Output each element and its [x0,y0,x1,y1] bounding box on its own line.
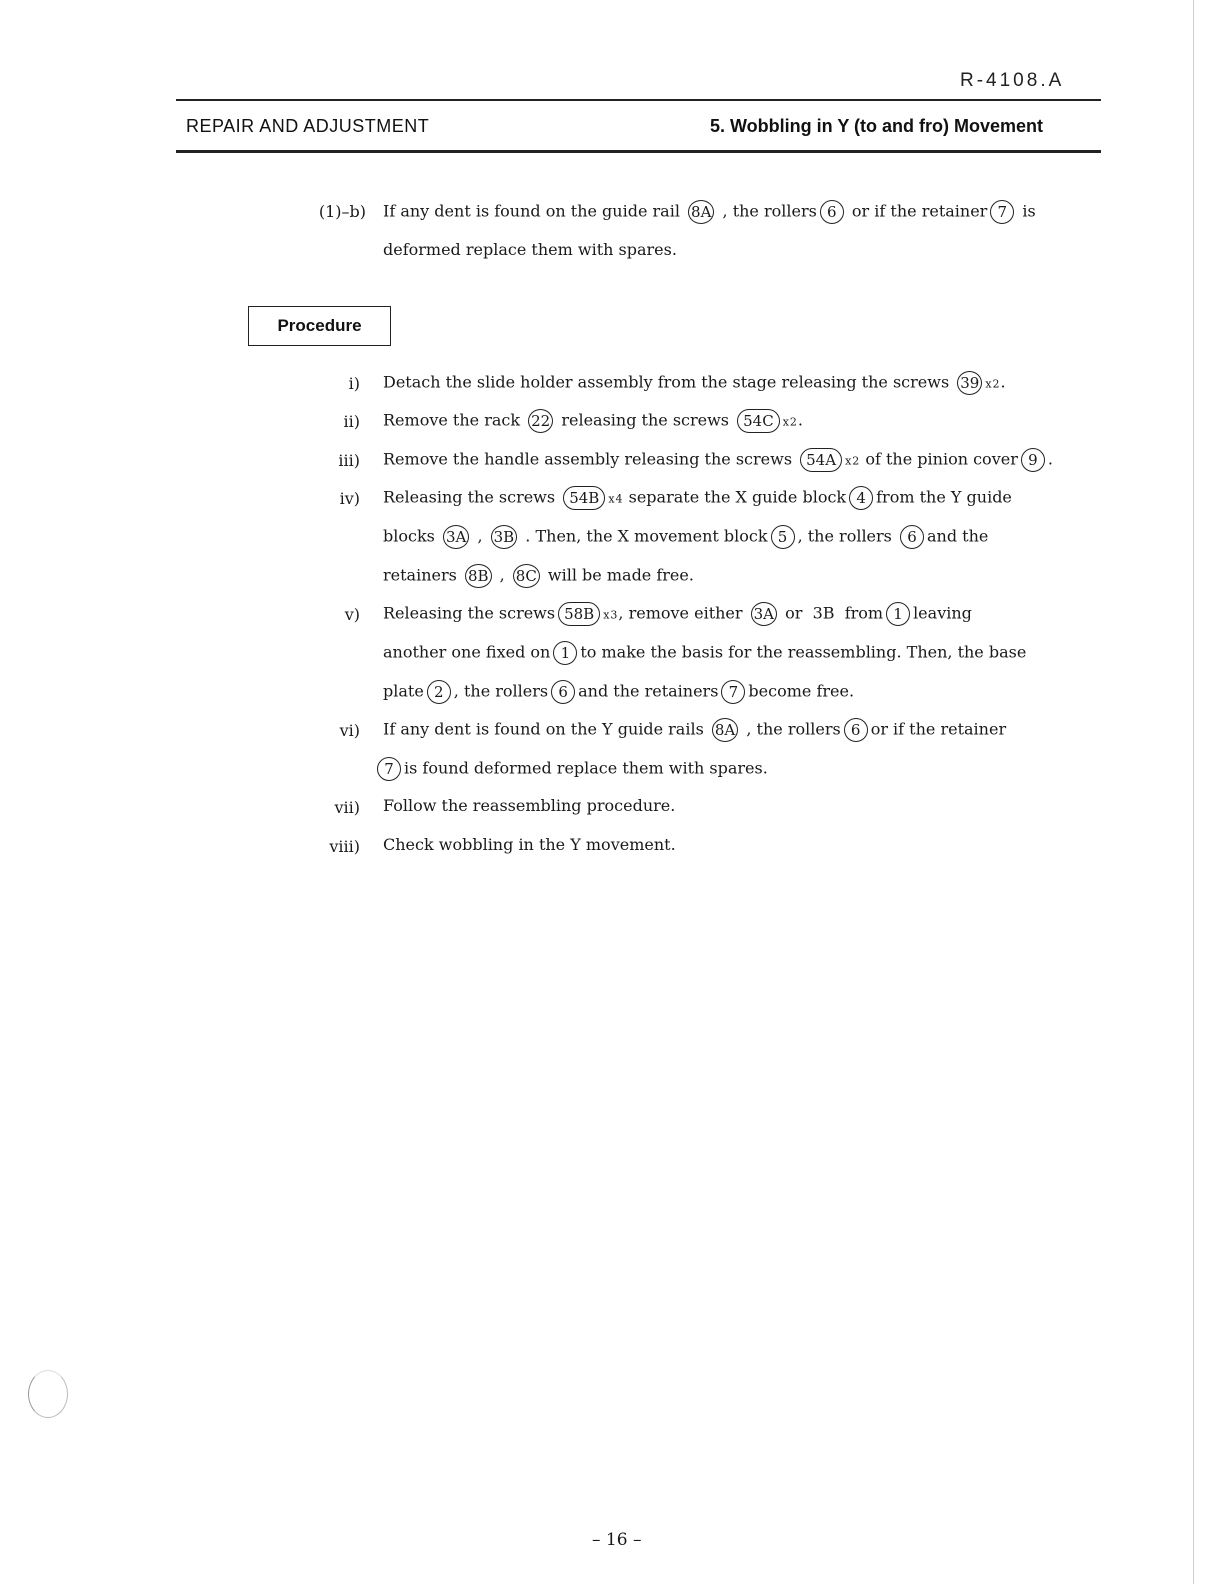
text: Releasing the screws [383,487,556,507]
step-7: Follow the reassembling procedure. [383,796,676,815]
part-callout: 39 [957,371,982,395]
part-callout: 22 [528,409,553,433]
part-callout: 8B [465,564,492,588]
step-6-line-2 [374,757,768,781]
scan-artifact-ring [28,1370,68,1418]
page-number: – 16 – [592,1530,642,1550]
part-callout: 8C [513,564,540,588]
text: Remove the rack [383,410,521,430]
text: , [499,565,505,585]
part-callout: 54B [563,486,605,510]
part-callout: 7 [721,680,745,704]
part-callout: 7 [377,757,401,781]
step-4-line-3 [383,564,694,588]
text: , the rollers [453,681,549,701]
header-rule-bottom [176,150,1101,153]
intro-label: (1)–b) [318,202,366,221]
header-rule-top [176,99,1101,101]
part-callout: 4 [849,486,873,510]
part-callout: 6 [820,200,844,224]
step-label: iv) [339,489,360,508]
part-callout: 1 [553,641,577,665]
multiplier: x2 [985,377,1001,391]
text: is [1022,201,1036,221]
part-callout: 58B [558,602,600,626]
page-edge-line [1193,0,1194,1584]
step-label: i) [348,374,360,393]
text: If any dent is found on the guide rail [383,201,680,221]
step-4-line-1 [383,486,1012,510]
text: will be made free. [547,565,694,585]
text: , the rollers [797,526,892,546]
text: . Then, the X movement block [525,526,768,546]
text: or if the retainer [870,719,1007,739]
text: leaving [913,603,972,623]
text: . [1000,372,1006,392]
text: , the rollers [722,201,817,221]
text: or 3B from [785,603,884,623]
part-callout: 54C [737,409,780,433]
part-callout: 9 [1021,448,1045,472]
text: retainers [383,565,457,585]
subsection-title: 5. Wobbling in Y (to and fro) Movement [710,116,1043,136]
section-title: REPAIR AND ADJUSTMENT [186,116,430,136]
part-callout: 6 [900,525,924,549]
step-label: iii) [338,451,360,470]
step-label: v) [344,605,360,624]
document-number: R-4108.A [960,70,1065,91]
step-1 [383,371,1006,395]
step-label: viii) [329,837,360,856]
text: another one fixed on [383,642,551,662]
part-callout: 6 [844,718,868,742]
part-callout: 3A [443,525,469,549]
multiplier: x2 [845,454,861,468]
text: is found deformed replace them with spares. [404,758,768,778]
multiplier: x4 [608,492,624,506]
text: blocks [383,526,435,546]
part-callout: 3B [491,525,518,549]
step-3 [383,448,1053,472]
intro-line-2: deformed replace them with spares. [383,240,677,259]
text: . [797,410,803,430]
part-callout: 7 [990,200,1014,224]
text: plate [383,681,424,701]
step-2 [383,409,803,433]
text: to make the basis for the reassembling. Then, the base [580,642,1027,662]
step-8: Check wobbling in the Y movement. [383,835,676,854]
text: of the pinion cover [865,449,1018,469]
multiplier: x3 [603,608,619,622]
text: from the Y guide [876,487,1012,507]
part-callout: 54A [800,448,842,472]
step-5-line-3 [383,680,854,704]
text: Detach the slide holder assembly from the stage releasing the screws [383,372,950,392]
text: or if the retainer [851,201,988,221]
procedure-heading: Procedure [248,306,391,346]
part-callout: 8A [688,200,714,224]
step-label: vii) [334,798,360,817]
text: releasing the screws [561,410,730,430]
step-label: vi) [339,721,360,740]
step-5-line-2 [383,641,1026,665]
step-4-line-2 [383,525,988,549]
multiplier: x2 [782,415,798,429]
text: and the [926,526,989,546]
text: If any dent is found on the Y guide rails [383,719,704,739]
step-label: ii) [343,412,360,431]
text: separate the X guide block [628,487,847,507]
text: become free. [748,681,855,701]
part-callout: 8A [712,718,738,742]
text: Releasing the screws [383,603,556,623]
text: , the rollers [746,719,841,739]
part-callout: 6 [551,680,575,704]
part-callout: 1 [886,602,910,626]
part-callout: 2 [427,680,451,704]
text: , remove either [618,603,743,623]
text: Remove the handle assembly releasing the screws [383,449,793,469]
part-callout: 3A [751,602,777,626]
intro-line-1 [383,200,1036,224]
step-6-line-1 [383,718,1006,742]
part-callout: 5 [771,525,795,549]
text: . [1047,449,1053,469]
text: and the retainers [578,681,719,701]
step-5-line-1 [383,602,972,626]
text: , [477,526,483,546]
